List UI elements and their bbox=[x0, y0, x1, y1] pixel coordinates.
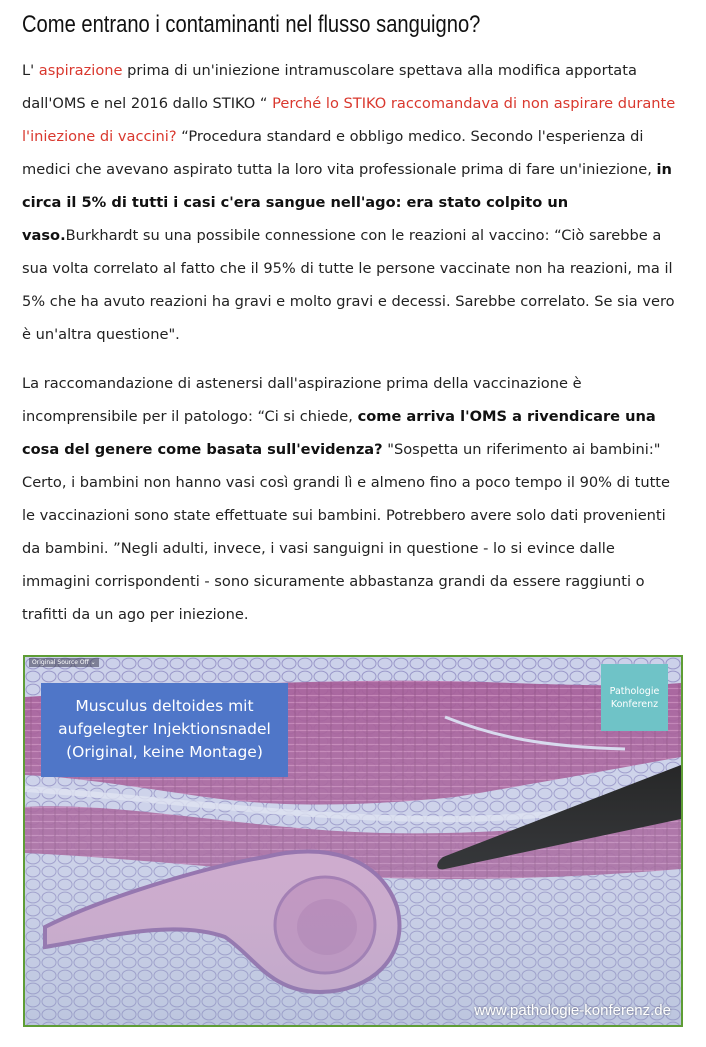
p2-text-2: "Sospetta un riferimento ai bambini:" Certo, i bambini non hanno vasi così grandi lì e almeno fino a poco tempo il 90% di tutte le vaccinazioni sono state effettuate sui bambini. Potrebbero avere solo dati provenienti da bambini. ”Negli adulti, invece, i vasi sanguigni in questione - lo si evince dalle immagini corrispondenti - sono sicuramente abbastanza grandi da essere raggiunti o trafitti da un ago per iniezione. bbox=[22, 441, 671, 623]
caption-line-1: Musculus deltoides mit bbox=[75, 697, 254, 715]
paragraph-1 bbox=[22, 54, 686, 351]
p1-bold-1: in circa il 5% di tutti i casi c'era sangue nell'ago: era stato colpito un vaso. bbox=[22, 161, 672, 244]
paragraph-2 bbox=[22, 367, 686, 631]
article-title: Come entrano i contaminanti nel flusso sanguigno? bbox=[22, 11, 481, 38]
logo-line-1: Pathologie bbox=[609, 686, 660, 697]
p1-text-3: “Procedura standard e obbligo medico. Secondo l'esperienza di medici che avevano aspirato tutta la loro vita professionale prima di fare un'iniezione, bbox=[22, 128, 657, 178]
pathologie-konferenz-logo bbox=[601, 664, 668, 731]
figure-caption-box bbox=[41, 683, 288, 777]
viewer-source-tag: Original Source Off ⌄ bbox=[29, 658, 99, 667]
logo-line-2: Konferenz bbox=[610, 699, 659, 710]
p1-text-2: prima di un'iniezione intramuscolare spettava alla modifica apportata dall'OMS e nel 2016 dallo STIKO “ bbox=[22, 62, 637, 112]
article bbox=[22, 8, 686, 631]
p2-text-1: La raccomandazione di astenersi dall'aspirazione prima della vaccinazione è incomprensibile per il patologo: “Ci si chiede, bbox=[22, 375, 582, 425]
histology-figure bbox=[23, 655, 683, 1027]
caption-line-2: aufgelegter Injektionsnadel bbox=[58, 720, 271, 738]
caption-line-3: (Original, keine Montage) bbox=[66, 743, 263, 761]
aspirazione-link[interactable]: aspirazione bbox=[38, 62, 123, 79]
p2-bold-1: come arriva l'OMS a rivendicare una cosa del genere come basata sull'evidenza? bbox=[22, 408, 656, 458]
p1-text-1: L' bbox=[22, 62, 39, 79]
p1-text-4: Burkhardt su una possibile connessione con le reazioni al vaccino: “Ciò sarebbe a sua volta correlato al fatto che il 95% di tutte le persone vaccinate non ha reazioni, ma il 5% che ha avuto reazioni ha gravi e molto gravi e decessi. Sarebbe correlato. Se sia vero è un'altra questione". bbox=[22, 227, 675, 343]
stiko-article-link[interactable]: Perché lo STIKO raccomandava di non aspirare durante l'iniezione di vaccini? bbox=[22, 95, 676, 145]
source-watermark: www.pathologie-konferenz.de bbox=[474, 1002, 671, 1019]
